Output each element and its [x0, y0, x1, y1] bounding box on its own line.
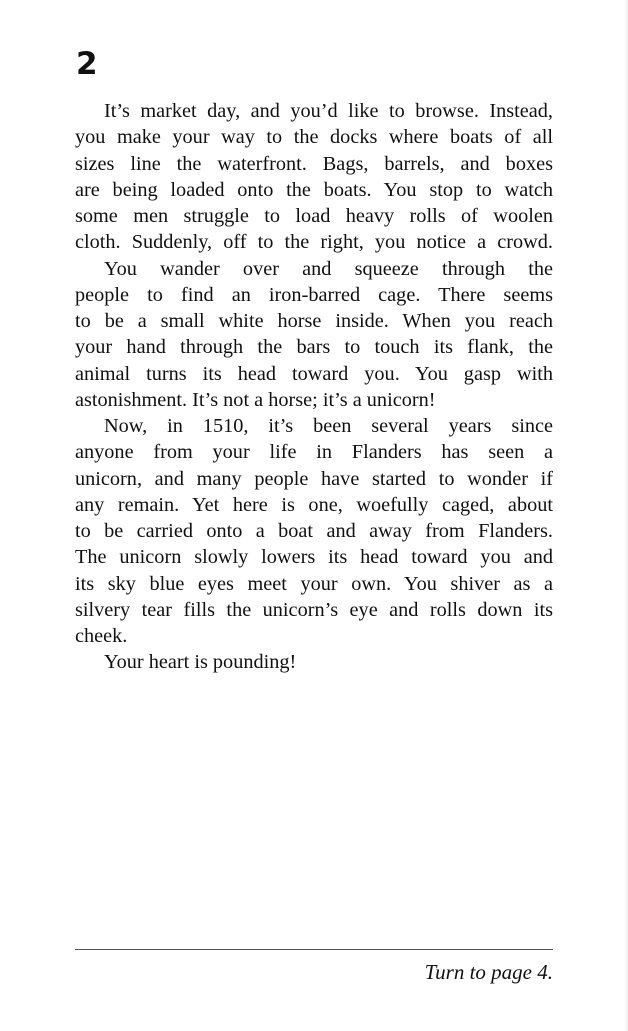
- text-line: It’s market day, and you’d like to browse. Instead,: [104, 100, 553, 122]
- text-line: unicorn, and many people have started to wonder if: [75, 467, 553, 490]
- text-line: sizes line the waterfront. Bags, barrels, and boxes: [75, 152, 553, 175]
- text-line: animal turns its head toward you. You gasp with: [75, 362, 553, 385]
- text-line: cloth. Suddenly, off to the right, you notice a crowd.: [75, 231, 553, 254]
- text-line: some men struggle to load heavy rolls of woolen: [75, 205, 553, 227]
- chapter-number: 2: [76, 46, 98, 82]
- text-line: You wander over and squeeze through the: [104, 257, 553, 280]
- text-line: Your heart is pounding!: [104, 651, 297, 674]
- text-line: are being loaded onto the boats. You stop to watch: [75, 178, 553, 201]
- page-edge: [624, 0, 628, 1031]
- text-line: Now, in 1510, it’s been several years since: [104, 415, 553, 437]
- text-line: silvery tear fills the unicorn’s eye and rolls down its: [75, 598, 553, 621]
- text-line: anyone from your life in Flanders has seen a: [75, 441, 553, 464]
- paragraph: [75, 256, 553, 414]
- text-line: astonishment. It’s not a horse; it’s a unicorn!: [75, 388, 436, 411]
- paragraph: [75, 649, 553, 675]
- text-line: to be a small white horse inside. When you reach: [75, 310, 553, 332]
- text-line: its sky blue eyes meet your own. You shiver as a: [75, 572, 553, 595]
- text-line: your hand through the bars to touch its flank, the: [75, 336, 553, 359]
- text-line: The unicorn slowly lowers its head toward you and: [75, 546, 553, 569]
- paragraph: [75, 98, 553, 256]
- text-line: to be carried onto a boat and away from Flanders.: [75, 520, 553, 542]
- paragraph: [75, 413, 553, 649]
- text-line: people to find an iron-barred cage. There seems: [75, 283, 553, 306]
- footer-divider: [75, 949, 553, 950]
- turn-to-page-instruction[interactable]: Turn to page 4.: [424, 960, 553, 984]
- text-line: cheek.: [75, 625, 128, 647]
- text-line: you make your way to the docks where boats of all: [75, 126, 553, 149]
- text-line: any remain. Yet here is one, woefully caged, about: [75, 493, 553, 516]
- story-text: [75, 98, 553, 676]
